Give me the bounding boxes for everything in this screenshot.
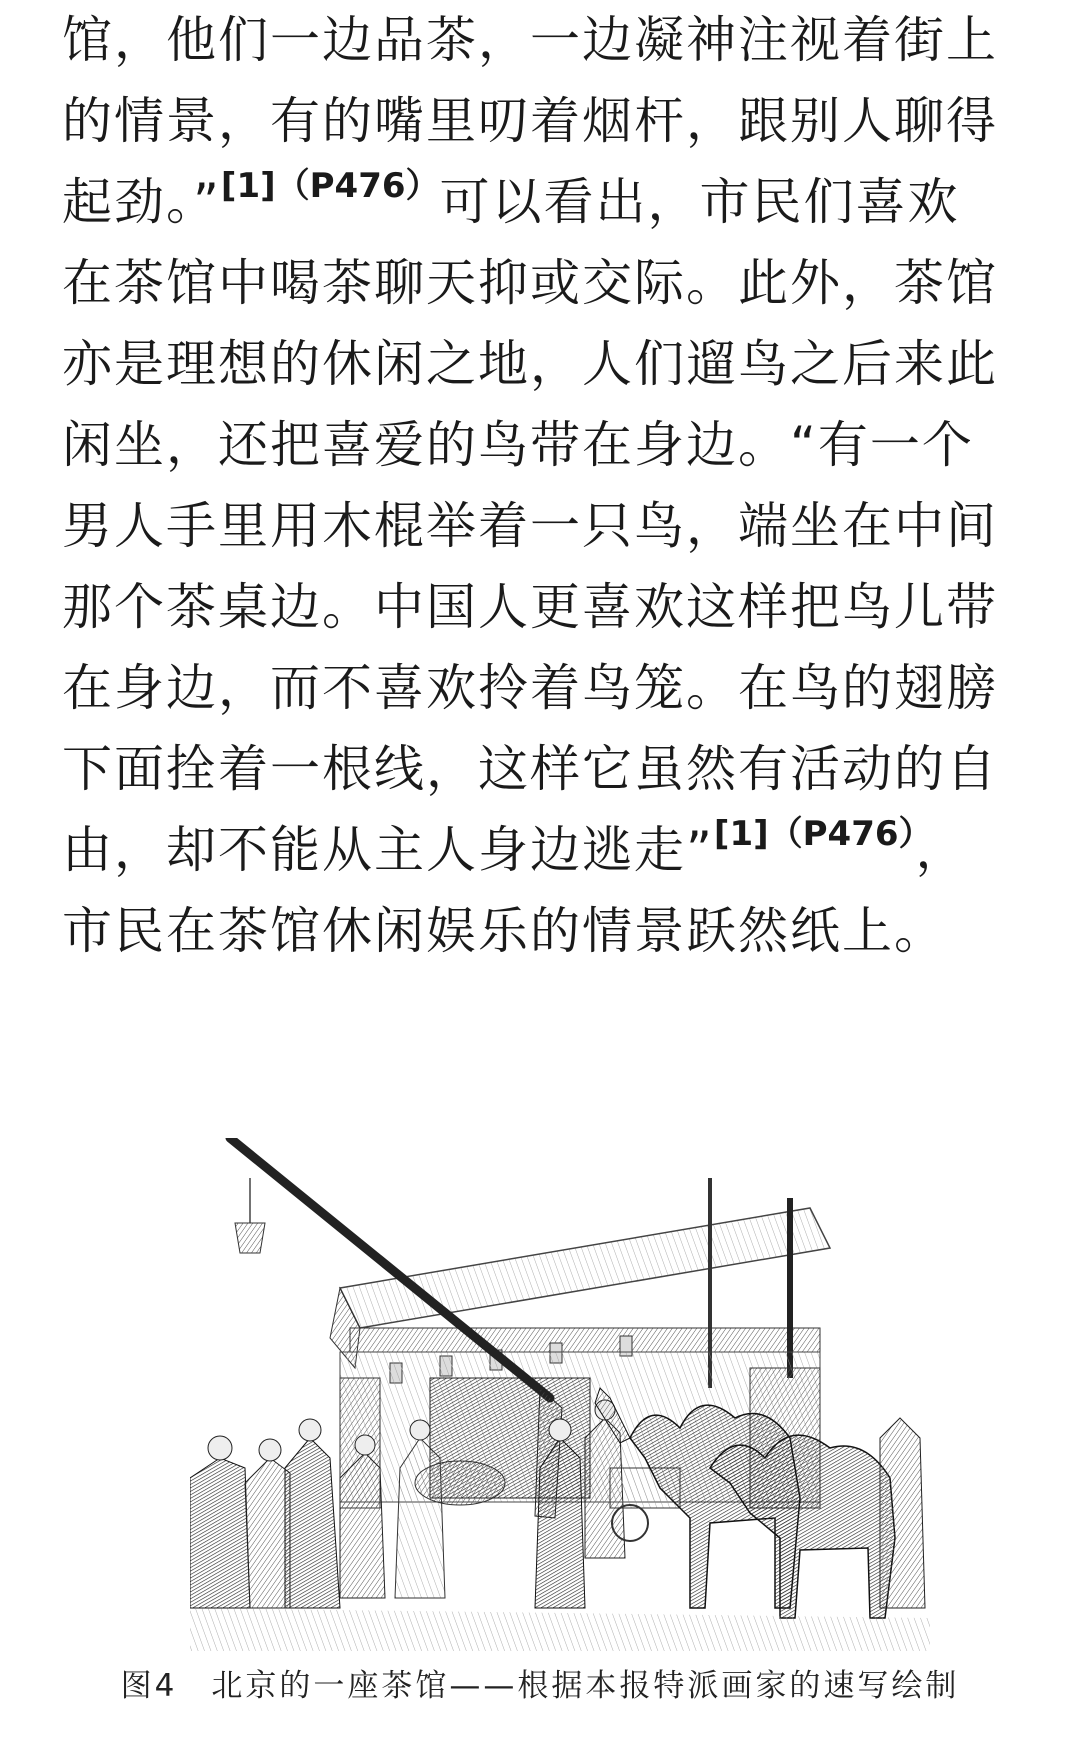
text-line: 男人手里用木棍举着一只鸟，端坐在中间	[62, 497, 998, 555]
text-line: 市民在茶馆休闲娱乐的情景跃然纸上。	[62, 902, 946, 960]
text-line: 的情景，有的嘴里叨着烟杆，跟别人聊得	[62, 92, 998, 150]
citation-ref[interactable]: [1]（P476）	[220, 166, 440, 206]
text-line: 那个茶桌边。中国人更喜欢这样把鸟儿带	[62, 578, 998, 636]
text-line: 在茶馆中喝茶聊天抑或交际。此外，茶馆	[62, 254, 998, 312]
text-line: 亦是理想的休闲之地，人们遛鸟之后来此	[62, 335, 998, 393]
text-line: 起劲。”$^{[1](P476)}$可以看出，市民们喜欢	[62, 166, 960, 231]
figure-caption: 图4 北京的一座茶馆——根据本报特派画家的速写绘制	[120, 1668, 960, 1704]
teahouse-engraving	[190, 1138, 930, 1651]
text-line: 由，却不能从主人身边逃走”$^{[1](P476)}$，	[62, 814, 968, 879]
text-line: 闲坐，还把喜爱的鸟带在身边。“有一个	[62, 416, 974, 474]
engraving-illustration	[190, 1138, 930, 1651]
text-line: 下面拴着一根线，这样它虽然有活动的自	[62, 740, 998, 798]
article-body	[62, 0, 1022, 972]
citation-ref[interactable]: [1]（P476）	[713, 814, 916, 854]
text-line: 馆，他们一边品茶，一边凝神注视着街上	[62, 11, 998, 69]
text-line: 在身边，而不喜欢拎着鸟笼。在鸟的翅膀	[62, 659, 998, 717]
